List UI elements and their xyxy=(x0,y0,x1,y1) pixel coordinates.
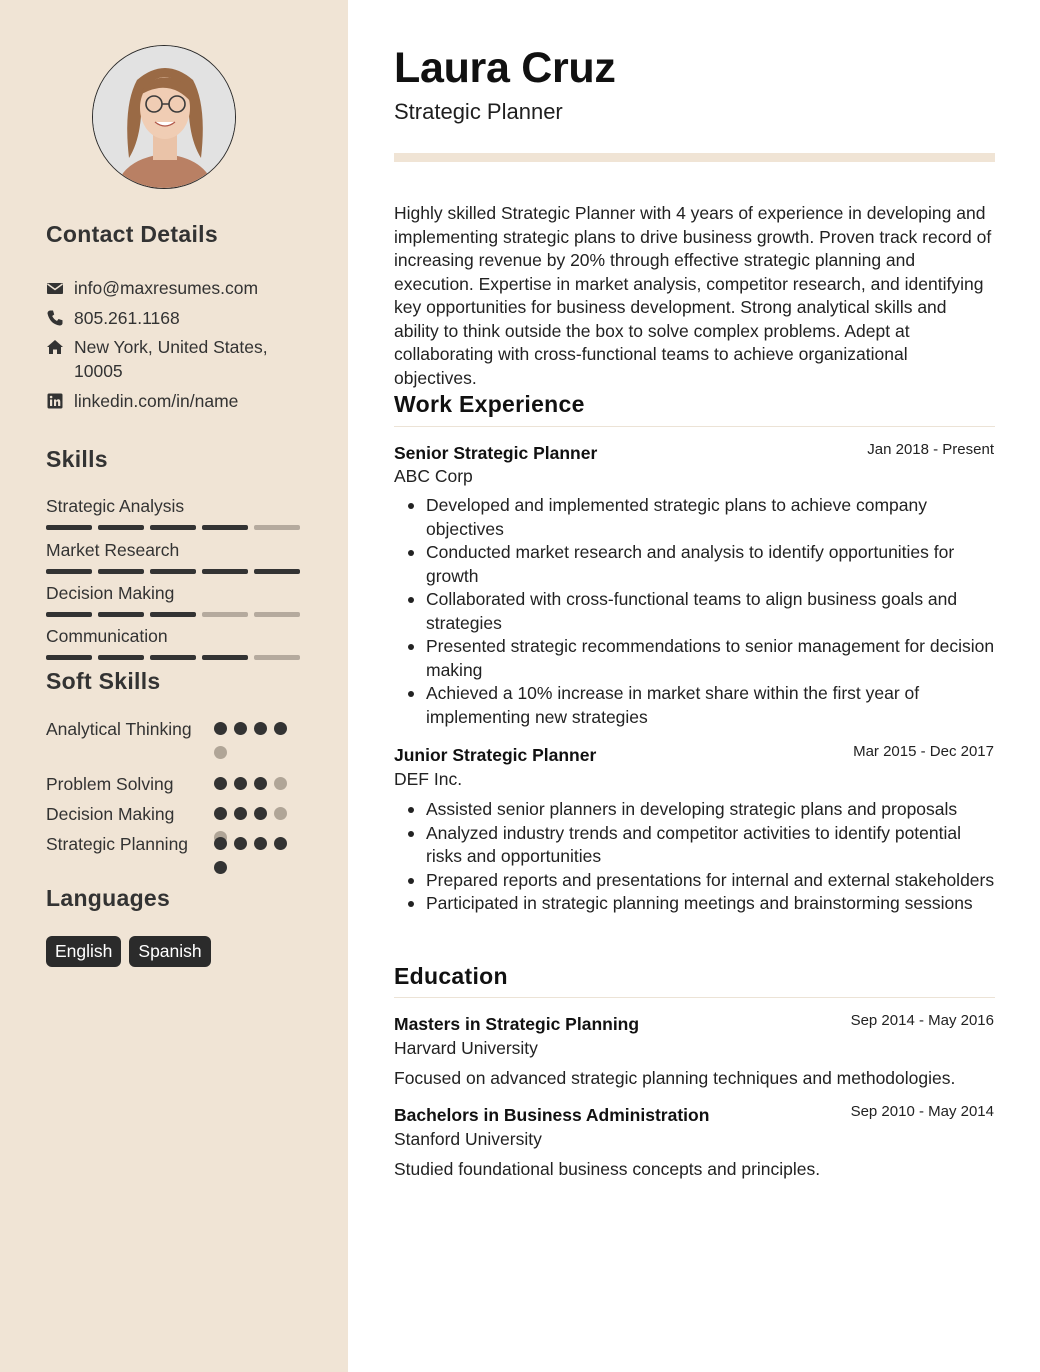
job-bullets xyxy=(394,798,995,916)
rating-dot xyxy=(214,837,227,850)
address-text: New York, United States, 10005 xyxy=(74,337,268,381)
rating-dot xyxy=(274,722,287,735)
soft-skills-heading: Soft Skills xyxy=(46,668,161,694)
header-divider xyxy=(394,153,995,162)
bullet-item: Developed and implemented strategic plans to achieve company objectives xyxy=(394,494,995,541)
rating-dot xyxy=(234,777,247,790)
skill-level-bar xyxy=(46,525,300,530)
soft-skill-name: Analytical Thinking xyxy=(46,719,192,739)
language-tag: English xyxy=(46,936,121,967)
rating-dot xyxy=(214,861,227,874)
job-dates: Jan 2018 - Present xyxy=(867,441,994,458)
bullet-item: Assisted senior planners in developing strategic plans and proposals xyxy=(394,798,995,822)
skill-level-segment xyxy=(150,612,196,617)
skill-level-segment xyxy=(150,525,196,530)
person-name: Laura Cruz xyxy=(394,44,616,92)
rating-dot xyxy=(274,777,287,790)
envelope-icon xyxy=(46,279,64,297)
skill-level-segment xyxy=(98,655,144,660)
rating-dot xyxy=(234,722,247,735)
phone-text: 805.261.1168 xyxy=(74,308,180,328)
skill-level-segment xyxy=(98,612,144,617)
degree-title: Bachelors in Business Administration xyxy=(394,1105,710,1125)
skill-level-segment xyxy=(150,569,196,574)
work-experience-heading: Work Experience xyxy=(394,391,585,417)
skill-level-segment xyxy=(150,655,196,660)
rating-dot xyxy=(234,837,247,850)
linkedin-text: linkedin.com/in/name xyxy=(74,391,239,411)
rating-dot xyxy=(214,777,227,790)
email-text: info@maxresumes.com xyxy=(74,278,259,298)
phone-icon xyxy=(46,309,64,327)
bullet-item: Achieved a 10% increase in market share within the first year of implementing new strategies xyxy=(394,682,995,729)
profile-photo xyxy=(93,46,236,189)
job-role: Strategic Planner xyxy=(394,99,563,124)
contact-linkedin[interactable] xyxy=(46,389,238,413)
soft-skill-name: Decision Making xyxy=(46,804,175,824)
languages-heading: Languages xyxy=(46,885,171,911)
skill-level-segment xyxy=(254,612,300,617)
rating-dot xyxy=(274,837,287,850)
degree-title: Masters in Strategic Planning xyxy=(394,1014,640,1034)
rating-dot xyxy=(254,837,267,850)
language-tag: Spanish xyxy=(129,936,210,967)
avatar xyxy=(92,45,236,189)
school-name: Harvard University xyxy=(394,1038,538,1058)
soft-skill-name: Problem Solving xyxy=(46,774,174,794)
skill-name: Communication xyxy=(46,626,168,646)
bullet-item: Prepared reports and presentations for internal and external stakeholders xyxy=(394,869,995,893)
bullet-item: Participated in strategic planning meetings and brainstorming sessions xyxy=(394,892,995,916)
skill-level-segment xyxy=(46,525,92,530)
soft-skill-rating xyxy=(214,722,294,759)
linkedin-icon xyxy=(46,392,64,410)
soft-skill-name: Strategic Planning xyxy=(46,834,189,854)
sidebar xyxy=(0,0,348,1372)
skill-name: Strategic Analysis xyxy=(46,496,185,516)
job-title: Senior Strategic Planner xyxy=(394,443,598,463)
skill-level-segment xyxy=(254,569,300,574)
education-description: Studied foundational business concepts and principles. xyxy=(394,1159,821,1179)
rating-dot xyxy=(254,807,267,820)
soft-skill-rating xyxy=(214,777,294,790)
skill-level-bar xyxy=(46,569,300,574)
skill-level-segment xyxy=(202,655,248,660)
contact-address xyxy=(46,335,306,383)
job-dates: Mar 2015 - Dec 2017 xyxy=(853,743,994,760)
rating-dot xyxy=(254,722,267,735)
education-dates: Sep 2014 - May 2016 xyxy=(850,1012,994,1029)
skill-level-segment xyxy=(202,525,248,530)
contact-phone[interactable] xyxy=(46,306,180,330)
skill-name: Market Research xyxy=(46,540,180,560)
skill-level-segment xyxy=(202,569,248,574)
soft-skill-rating xyxy=(214,837,294,874)
education-description: Focused on advanced strategic planning techniques and methodologies. xyxy=(394,1068,956,1088)
rating-dot xyxy=(254,777,267,790)
profile-summary: Highly skilled Strategic Planner with 4 years of experience in developing and implementing strategic plans to drive business growth. Proven track record of increasing revenue by 20% through effective strategic planning and execution. Expertise in market analysis, competitor research, and identifying key opportunities for business development. Strong analytical skills and ability to think outside the box to solve complex problems. Adept at collaborating with cross-functional teams to achieve organizational objectives. xyxy=(394,203,992,388)
languages-list xyxy=(46,936,211,967)
section-divider xyxy=(394,997,995,998)
skill-level-segment xyxy=(254,655,300,660)
skill-level-segment xyxy=(254,525,300,530)
contact-heading: Contact Details xyxy=(46,221,218,247)
company-name: DEF Inc. xyxy=(394,769,463,789)
home-icon xyxy=(46,338,64,356)
education-dates: Sep 2010 - May 2014 xyxy=(850,1103,994,1120)
rating-dot xyxy=(214,722,227,735)
section-divider xyxy=(394,426,995,427)
skill-level-segment xyxy=(98,569,144,574)
skill-level-segment xyxy=(46,655,92,660)
bullet-item: Conducted market research and analysis to identify opportunities for growth xyxy=(394,541,995,588)
skill-level-segment xyxy=(46,612,92,617)
job-title: Junior Strategic Planner xyxy=(394,745,597,765)
bullet-item: Analyzed industry trends and competitor activities to identify potential risks and opportunities xyxy=(394,822,995,869)
bullet-item: Presented strategic recommendations to senior management for decision making xyxy=(394,635,995,682)
bullet-item: Collaborated with cross-functional teams to align business goals and strategies xyxy=(394,588,995,635)
skill-level-segment xyxy=(46,569,92,574)
rating-dot xyxy=(274,807,287,820)
school-name: Stanford University xyxy=(394,1129,542,1149)
job-bullets xyxy=(394,494,995,729)
rating-dot xyxy=(214,746,227,759)
skill-level-segment xyxy=(98,525,144,530)
skill-level-bar xyxy=(46,655,300,660)
rating-dot xyxy=(214,807,227,820)
rating-dot xyxy=(234,807,247,820)
skill-level-segment xyxy=(202,612,248,617)
education-heading: Education xyxy=(394,963,508,989)
skill-level-bar xyxy=(46,612,300,617)
company-name: ABC Corp xyxy=(394,466,473,486)
skills-heading: Skills xyxy=(46,446,108,472)
contact-email[interactable] xyxy=(46,276,258,300)
skill-name: Decision Making xyxy=(46,583,175,603)
